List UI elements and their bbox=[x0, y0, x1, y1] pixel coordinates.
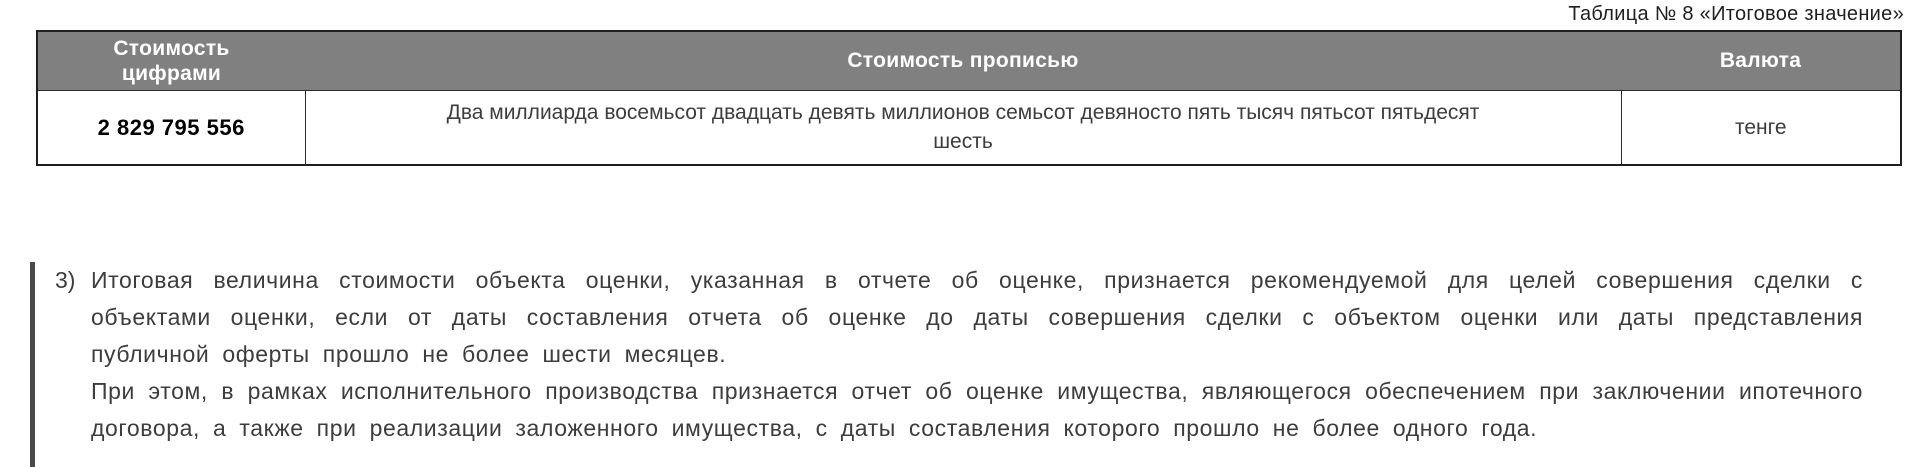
table-header-row bbox=[37, 31, 1901, 91]
value-words-text: Два миллиарда восемьсот двадцать девять миллионов семьсот девяносто пять тысяч пятьсот пятьдесят шесть bbox=[446, 101, 1480, 153]
table-row bbox=[37, 91, 1901, 165]
value-digits-cell: 2 829 795 556 bbox=[37, 91, 305, 165]
header-value-digits bbox=[37, 31, 305, 91]
table-caption: Таблица № 8 «Итоговое значение» bbox=[1568, 3, 1904, 25]
note-item-3 bbox=[30, 262, 1920, 467]
note-paragraph-1: Итоговая величина стоимости объекта оценки, указанная в отчете об оценке, признается рекомендуемой для целей совершения сделки с объектами оценки, если от даты составления отчета об оценке до даты совершения сделки с объектом оценки или даты представления публичной оферты прошло не более шести месяцев. bbox=[91, 267, 1863, 368]
note-text bbox=[91, 262, 1863, 467]
final-value-table bbox=[36, 30, 1902, 166]
header-currency: Валюта bbox=[1621, 31, 1901, 91]
currency-cell: тенге bbox=[1621, 91, 1901, 165]
header-value-words: Стоимость прописью bbox=[305, 31, 1621, 91]
value-words-cell bbox=[305, 91, 1621, 165]
note-number: 3) bbox=[55, 267, 76, 294]
header-value-digits-label: Стоимость цифрами bbox=[113, 37, 230, 86]
note-paragraph-2: При этом, в рамках исполнительного производства признается отчет об оценке имущества, являющегося обеспечением при заключении ипотечного договора, а также при реализации заложенного имущества, с даты составления которого прошло не более одного года. bbox=[91, 378, 1863, 442]
